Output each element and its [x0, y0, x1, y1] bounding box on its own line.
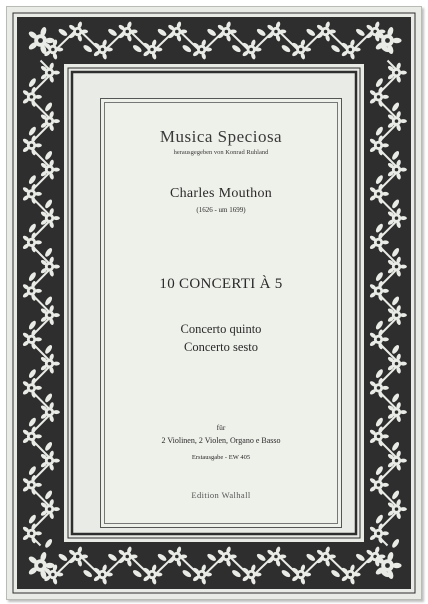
flower-dot — [101, 573, 105, 577]
petal — [329, 555, 336, 559]
petal — [400, 216, 407, 220]
petal — [45, 563, 55, 568]
composer-name: Charles Mouthon — [169, 186, 273, 201]
flower-dot — [48, 313, 52, 317]
petal — [35, 192, 42, 196]
petal — [254, 48, 261, 52]
flower-dot — [200, 573, 204, 577]
petal — [35, 337, 42, 341]
petal — [53, 119, 60, 123]
petal — [56, 48, 63, 52]
petal — [35, 483, 42, 487]
petal — [53, 168, 60, 172]
flower-dot — [30, 144, 34, 148]
flower-dot — [349, 573, 353, 577]
petal — [279, 555, 286, 559]
flower-dot — [48, 216, 52, 220]
petal — [329, 30, 336, 34]
petal — [382, 289, 389, 293]
petal — [354, 48, 361, 52]
flower-dot — [30, 532, 34, 536]
flower-dot — [30, 386, 34, 390]
petal — [382, 192, 389, 196]
flower-dot — [377, 95, 381, 99]
petal — [400, 459, 407, 463]
petal — [400, 265, 407, 269]
flower-dot — [249, 573, 253, 577]
petal — [400, 507, 407, 511]
flower-dot — [274, 30, 278, 34]
flower-dot — [48, 507, 52, 511]
petal — [304, 573, 311, 577]
petal — [35, 95, 42, 99]
petal — [382, 386, 389, 390]
petal — [400, 71, 407, 75]
petal — [81, 30, 88, 34]
title-panel-frame — [104, 102, 338, 524]
petal — [382, 434, 389, 438]
petal — [400, 362, 407, 366]
petal — [45, 38, 55, 43]
flower-dot — [299, 48, 303, 52]
flower-dot — [225, 30, 229, 34]
petal — [35, 240, 42, 244]
petal — [35, 143, 42, 147]
petal — [400, 168, 407, 172]
petal — [382, 143, 389, 147]
flower-dot — [48, 362, 52, 366]
petal — [354, 573, 361, 577]
flower-dot — [395, 410, 399, 414]
petal — [53, 71, 60, 75]
flower-dot — [377, 532, 381, 536]
subtitle-2: Concerto sesto — [184, 340, 258, 354]
flower-dot — [101, 48, 105, 52]
flower-dot — [48, 265, 52, 269]
flower-dot — [377, 435, 381, 439]
petal — [254, 573, 261, 577]
flower-dot — [324, 555, 328, 559]
title-panel — [100, 98, 342, 528]
petal — [382, 95, 389, 99]
petal — [35, 289, 42, 293]
flower-dot — [51, 573, 55, 577]
flower-dot — [150, 573, 154, 577]
flower-dot — [395, 313, 399, 317]
flower-dot — [395, 216, 399, 220]
petal — [230, 555, 237, 559]
flower-dot — [76, 30, 80, 34]
flower-dot — [395, 362, 399, 366]
flower-dot — [249, 48, 253, 52]
flower-dot — [30, 95, 34, 99]
edition-info: Erstausgabe - EW 405 — [191, 454, 251, 461]
flower-dot — [30, 483, 34, 487]
instrumentation-intro: für — [216, 423, 226, 432]
flower-dot — [377, 192, 381, 196]
flower-dot — [395, 168, 399, 172]
flower-dot — [125, 555, 129, 559]
flower-dot — [175, 555, 179, 559]
flower-dot — [38, 563, 43, 568]
petal — [392, 38, 402, 43]
flower-dot — [48, 168, 52, 172]
flower-dot — [51, 48, 55, 52]
petal — [106, 573, 113, 577]
flower-dot — [274, 555, 278, 559]
flower-dot — [200, 48, 204, 52]
work-title: 10 CONCERTI À 5 — [159, 276, 283, 292]
petal — [53, 507, 60, 511]
flower-dot — [125, 30, 129, 34]
petal — [205, 573, 212, 577]
petal — [382, 531, 389, 535]
petal — [35, 386, 42, 390]
petal — [180, 555, 187, 559]
subtitle-1: Concerto quinto — [180, 322, 262, 336]
score-cover — [6, 6, 422, 600]
flower-dot — [324, 30, 328, 34]
flower-dot — [377, 483, 381, 487]
petal — [155, 48, 162, 52]
petal — [106, 48, 113, 52]
flower-dot — [30, 338, 34, 342]
petal — [392, 563, 402, 568]
flower-dot — [150, 48, 154, 52]
flower-dot — [377, 144, 381, 148]
petal — [230, 30, 237, 34]
flower-dot — [377, 386, 381, 390]
petal — [35, 434, 42, 438]
petal — [53, 313, 60, 317]
flower-dot — [30, 289, 34, 293]
flower-dot — [377, 289, 381, 293]
flower-dot — [377, 338, 381, 342]
composer-dates: (1626 - um 1699) — [196, 206, 246, 214]
flower-dot — [48, 459, 52, 463]
flower-dot — [395, 265, 399, 269]
petal — [81, 555, 88, 559]
series-editor: herausgegeben von Konrad Ruhland — [173, 149, 269, 156]
flower-dot — [395, 507, 399, 511]
petal — [205, 48, 212, 52]
petal — [53, 216, 60, 220]
petal — [53, 362, 60, 366]
flower-dot — [175, 30, 179, 34]
petal — [35, 531, 42, 535]
petal — [382, 240, 389, 244]
petal — [304, 48, 311, 52]
flower-dot — [48, 71, 52, 75]
flower-dot — [377, 241, 381, 245]
petal — [155, 573, 162, 577]
petal — [131, 555, 138, 559]
flower-dot — [385, 38, 390, 43]
flower-dot — [349, 48, 353, 52]
flower-dot — [30, 192, 34, 196]
petal — [382, 337, 389, 341]
flower-dot — [30, 241, 34, 245]
petal — [53, 265, 60, 269]
flower-dot — [48, 119, 52, 123]
flower-dot — [76, 555, 80, 559]
petal — [53, 459, 60, 463]
petal — [382, 483, 389, 487]
petal — [131, 30, 138, 34]
flower-dot — [395, 119, 399, 123]
flower-dot — [48, 410, 52, 414]
flower-dot — [38, 38, 43, 43]
instrumentation: 2 Violinen, 2 Violen, Organo e Basso — [161, 436, 281, 445]
flower-dot — [299, 573, 303, 577]
flower-dot — [225, 555, 229, 559]
flower-dot — [30, 435, 34, 439]
publisher-name: Edition Walhall — [191, 490, 251, 500]
flower-dot — [385, 563, 390, 568]
petal — [53, 410, 60, 414]
petal — [400, 313, 407, 317]
petal — [400, 410, 407, 414]
petal — [279, 30, 286, 34]
petal — [180, 30, 187, 34]
flower-dot — [395, 71, 399, 75]
petal — [400, 119, 407, 123]
petal — [56, 573, 63, 577]
flower-dot — [395, 459, 399, 463]
series-title: Musica Speciosa — [159, 127, 283, 146]
